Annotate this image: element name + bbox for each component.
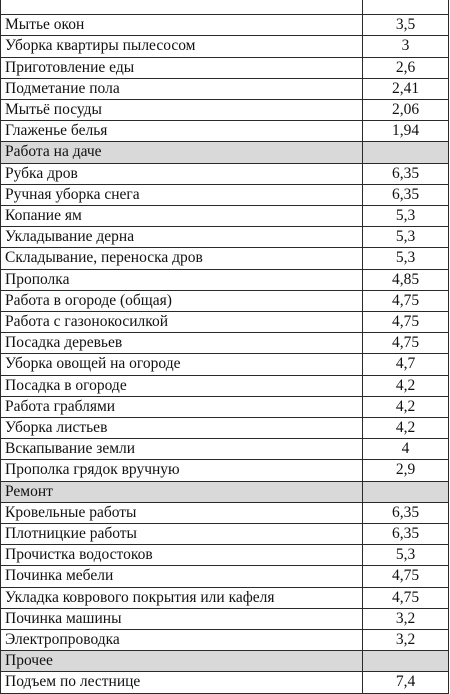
activity-name: Ручная уборка снега xyxy=(1,184,363,205)
table-row xyxy=(1,15,449,36)
table-row xyxy=(1,545,449,566)
section-row xyxy=(1,142,449,163)
section-title: Ремонт xyxy=(1,481,363,502)
activity-name: Уборка квартиры пылесосом xyxy=(1,36,363,57)
activity-name: Уборка овощей на огороде xyxy=(1,354,363,375)
table-row xyxy=(1,227,449,248)
activity-value: 3 xyxy=(363,36,449,57)
activity-name: Уборка листьев xyxy=(1,418,363,439)
activity-value: 2,41 xyxy=(363,78,449,99)
activity-value xyxy=(363,651,449,672)
activity-name: Электропроводка xyxy=(1,630,363,651)
activity-name: Мытье окон xyxy=(1,15,363,36)
activity-value xyxy=(363,0,449,15)
activity-name: Посадка деревьев xyxy=(1,333,363,354)
activity-name: Кровельные работы xyxy=(1,502,363,523)
activity-value: 4,7 xyxy=(363,354,449,375)
activity-name: Работа в огороде (общая) xyxy=(1,290,363,311)
activity-value xyxy=(363,481,449,502)
activity-name: Рубка дров xyxy=(1,163,363,184)
activity-value: 4,2 xyxy=(363,418,449,439)
table-row xyxy=(1,439,449,460)
table-row xyxy=(1,672,449,693)
table-row xyxy=(1,290,449,311)
table-row xyxy=(1,354,449,375)
activity-value: 7,4 xyxy=(363,672,449,693)
activity-name: Работа с газонокосилкой xyxy=(1,312,363,333)
activity-name: Починка машины xyxy=(1,608,363,629)
table-row xyxy=(1,57,449,78)
table-body xyxy=(1,0,449,693)
table-row xyxy=(1,630,449,651)
activity-name: Складывание, переноска дров xyxy=(1,248,363,269)
table-row xyxy=(1,396,449,417)
activity-name: Приготовление еды xyxy=(1,57,363,78)
activity-name: Прополка грядок вручную xyxy=(1,460,363,481)
table-row xyxy=(1,100,449,121)
activity-value: 6,35 xyxy=(363,502,449,523)
table-row xyxy=(1,36,449,57)
activity-name: Работа граблями xyxy=(1,396,363,417)
activity-name: Укладывание дерна xyxy=(1,227,363,248)
table-row xyxy=(1,608,449,629)
activity-name: Посадка в огороде xyxy=(1,375,363,396)
activity-name: Прополка xyxy=(1,269,363,290)
activity-name: Глаженье белья xyxy=(1,121,363,142)
activity-value: 6,35 xyxy=(363,524,449,545)
table-row xyxy=(1,566,449,587)
activity-value: 4 xyxy=(363,439,449,460)
table-row xyxy=(1,248,449,269)
table-row xyxy=(1,333,449,354)
activity-value: 2,06 xyxy=(363,100,449,121)
table-row xyxy=(1,418,449,439)
table-row xyxy=(1,375,449,396)
activity-name: Подметание пола xyxy=(1,78,363,99)
table-row xyxy=(1,78,449,99)
section-title: Работа на даче xyxy=(1,142,363,163)
activity-value: 4,75 xyxy=(363,290,449,311)
activity-name xyxy=(1,0,363,15)
section-row xyxy=(1,651,449,672)
activity-name: Прочистка водостоков xyxy=(1,545,363,566)
activity-value: 3,5 xyxy=(363,15,449,36)
table-row xyxy=(1,163,449,184)
activity-value: 5,3 xyxy=(363,545,449,566)
table-row xyxy=(1,587,449,608)
activity-name: Мытьё посуды xyxy=(1,100,363,121)
activity-value: 1,94 xyxy=(363,121,449,142)
activity-value: 6,35 xyxy=(363,184,449,205)
activity-name: Вскапывание земли xyxy=(1,439,363,460)
activity-value: 5,3 xyxy=(363,206,449,227)
table-row xyxy=(1,206,449,227)
activity-value: 4,75 xyxy=(363,566,449,587)
activity-value: 5,3 xyxy=(363,248,449,269)
section-title: Прочее xyxy=(1,651,363,672)
table-row xyxy=(1,524,449,545)
activity-value: 4,2 xyxy=(363,396,449,417)
activity-value: 4,75 xyxy=(363,587,449,608)
activity-value: 4,75 xyxy=(363,333,449,354)
activity-name: Подъем по лестнице xyxy=(1,672,363,693)
activity-value: 3,2 xyxy=(363,608,449,629)
table-row xyxy=(1,0,449,15)
table-row xyxy=(1,269,449,290)
activity-value: 4,2 xyxy=(363,375,449,396)
activity-value: 5,3 xyxy=(363,227,449,248)
table-row xyxy=(1,184,449,205)
activity-value xyxy=(363,142,449,163)
activity-value: 2,6 xyxy=(363,57,449,78)
activity-name: Плотницкие работы xyxy=(1,524,363,545)
table-row xyxy=(1,312,449,333)
table-row xyxy=(1,460,449,481)
activity-value: 4,85 xyxy=(363,269,449,290)
activity-value: 2,9 xyxy=(363,460,449,481)
activity-name: Починка мебели xyxy=(1,566,363,587)
table-row xyxy=(1,502,449,523)
section-row xyxy=(1,481,449,502)
activity-value: 4,75 xyxy=(363,312,449,333)
activity-name: Копание ям xyxy=(1,206,363,227)
table-row xyxy=(1,121,449,142)
activity-value: 6,35 xyxy=(363,163,449,184)
activity-name: Укладка коврового покрытия или кафеля xyxy=(1,587,363,608)
activity-value: 3,2 xyxy=(363,630,449,651)
